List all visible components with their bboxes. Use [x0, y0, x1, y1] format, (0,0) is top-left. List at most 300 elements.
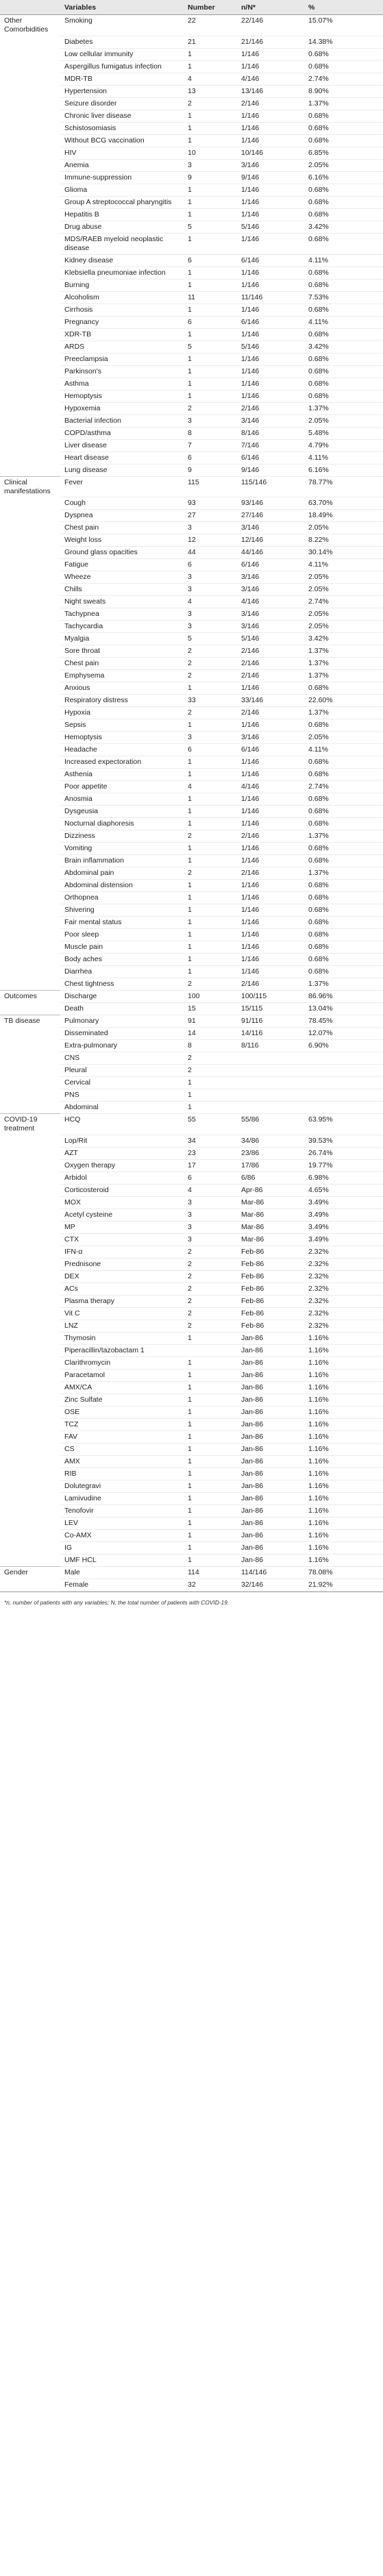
number-cell: 1	[184, 390, 237, 402]
number-cell: 1	[184, 843, 237, 855]
category-cell	[0, 855, 60, 867]
number-cell: 4	[184, 73, 237, 85]
percent-cell: 1.16%	[304, 1418, 383, 1431]
table-row	[0, 1003, 383, 1015]
category-cell	[0, 1270, 60, 1283]
category-cell: COVID-19 treatment	[0, 1114, 60, 1135]
variable-cell: IG	[60, 1541, 184, 1554]
variable-cell: Chest pain	[60, 658, 184, 670]
category-cell	[0, 1394, 60, 1406]
category-cell	[0, 1431, 60, 1443]
number-cell: 1	[184, 233, 237, 254]
category-cell	[0, 1209, 60, 1221]
variable-cell: IFN-α	[60, 1246, 184, 1258]
ratio-cell: 4/146	[237, 781, 304, 793]
percent-cell: 2.05%	[304, 159, 383, 171]
number-cell: 1	[184, 806, 237, 818]
percent-cell: 22.60%	[304, 695, 383, 707]
ratio-cell: Mar-86	[237, 1196, 304, 1209]
table-row	[0, 1406, 383, 1418]
number-cell: 1	[184, 134, 237, 147]
variable-cell: Hypoxemia	[60, 402, 184, 414]
ratio-cell: 33/146	[237, 695, 304, 707]
percent-cell: 6.98%	[304, 1172, 383, 1184]
number-cell: 27	[184, 510, 237, 522]
table-row	[0, 340, 383, 353]
table-row	[0, 1320, 383, 1332]
number-cell: 3	[184, 159, 237, 171]
ratio-cell: 14/116	[237, 1028, 304, 1040]
percent-cell: 2.05%	[304, 584, 383, 596]
percent-cell: 0.68%	[304, 818, 383, 830]
ratio-cell: 1/146	[237, 122, 304, 134]
number-cell: 2	[184, 670, 237, 682]
table-row	[0, 880, 383, 892]
table-row	[0, 1455, 383, 1467]
category-cell	[0, 571, 60, 584]
table-row	[0, 279, 383, 291]
category-cell	[0, 497, 60, 510]
percent-cell: 0.68%	[304, 110, 383, 122]
table-row	[0, 793, 383, 806]
category-cell	[0, 73, 60, 85]
variable-cell: RIB	[60, 1467, 184, 1480]
ratio-cell: Mar-86	[237, 1221, 304, 1233]
variable-cell: Myalgia	[60, 633, 184, 645]
percent-cell: 3.42%	[304, 633, 383, 645]
table-row	[0, 1369, 383, 1381]
number-cell: 1	[184, 1480, 237, 1492]
percent-cell: 3.49%	[304, 1221, 383, 1233]
variable-cell: Seizure disorder	[60, 97, 184, 110]
number-cell: 6	[184, 316, 237, 328]
variable-cell: Prednisone	[60, 1258, 184, 1270]
number-cell: 1	[184, 1394, 237, 1406]
ratio-cell: 1/146	[237, 756, 304, 769]
number-cell: 1	[184, 1369, 237, 1381]
variable-cell: Bacterial infection	[60, 414, 184, 427]
number-cell: 1	[184, 365, 237, 377]
variable-cell: TCZ	[60, 1418, 184, 1431]
variable-cell: Lung disease	[60, 464, 184, 476]
table-row	[0, 221, 383, 233]
variable-cell: Female	[60, 1578, 184, 1591]
percent-cell: 0.68%	[304, 304, 383, 316]
category-cell	[0, 85, 60, 97]
number-cell: 6	[184, 559, 237, 571]
number-cell: 9	[184, 464, 237, 476]
ratio-cell: 2/146	[237, 658, 304, 670]
number-cell: 1	[184, 60, 237, 73]
table-row	[0, 159, 383, 171]
table-row	[0, 645, 383, 658]
percent-cell: 0.68%	[304, 855, 383, 867]
category-cell	[0, 110, 60, 122]
category-cell	[0, 1295, 60, 1307]
ratio-cell: 6/86	[237, 1172, 304, 1184]
table-row	[0, 1040, 383, 1052]
percent-cell: 2.05%	[304, 732, 383, 744]
percent-cell: 0.68%	[304, 892, 383, 904]
number-cell: 2	[184, 707, 237, 719]
variable-cell: AMX/CA	[60, 1381, 184, 1394]
percent-cell: 4.11%	[304, 451, 383, 464]
category-cell	[0, 439, 60, 451]
ratio-cell: 23/86	[237, 1147, 304, 1159]
number-cell: 2	[184, 830, 237, 843]
ratio-cell	[237, 1065, 304, 1077]
category-cell	[0, 316, 60, 328]
category-cell	[0, 880, 60, 892]
number-cell: 2	[184, 867, 237, 880]
number-cell: 6	[184, 451, 237, 464]
table-row	[0, 633, 383, 645]
percent-cell: 8.90%	[304, 85, 383, 97]
category-cell	[0, 522, 60, 534]
percent-cell: 4.11%	[304, 316, 383, 328]
number-cell: 33	[184, 695, 237, 707]
category-cell	[0, 978, 60, 991]
variable-cell: Hemoptysis	[60, 732, 184, 744]
ratio-cell: Jan-86	[237, 1418, 304, 1431]
variable-cell: Heart disease	[60, 451, 184, 464]
percent-cell: 0.68%	[304, 843, 383, 855]
percent-cell	[304, 1052, 383, 1065]
category-cell	[0, 48, 60, 60]
table-row	[0, 719, 383, 732]
category-cell	[0, 695, 60, 707]
ratio-cell: 114/146	[237, 1566, 304, 1578]
ratio-cell: 3/146	[237, 159, 304, 171]
variable-cell: Smoking	[60, 15, 184, 36]
number-cell: 10	[184, 147, 237, 159]
table-footnote: *n, number of patients with any variables; N, the total number of patients with COVID-19.	[0, 1592, 383, 1609]
percent-cell: 0.68%	[304, 954, 383, 966]
ratio-cell: 2/146	[237, 707, 304, 719]
ratio-cell: 1/146	[237, 377, 304, 390]
number-cell: 5	[184, 633, 237, 645]
percent-cell: 63.95%	[304, 1114, 383, 1135]
number-cell	[184, 1344, 237, 1357]
percent-cell: 1.16%	[304, 1492, 383, 1504]
category-cell	[0, 1147, 60, 1159]
percent-cell: 0.68%	[304, 966, 383, 978]
variable-cell: Cervical	[60, 1077, 184, 1089]
number-cell: 1	[184, 855, 237, 867]
category-cell	[0, 340, 60, 353]
table-row	[0, 1394, 383, 1406]
table-row	[0, 904, 383, 917]
ratio-cell: 2/146	[237, 97, 304, 110]
percent-cell: 1.16%	[304, 1357, 383, 1369]
number-cell: 1	[184, 1431, 237, 1443]
table-body	[0, 15, 383, 1592]
ratio-cell: 10/146	[237, 147, 304, 159]
category-cell	[0, 1077, 60, 1089]
number-cell: 1	[184, 267, 237, 279]
table-row	[0, 1332, 383, 1344]
ratio-cell: 1/146	[237, 184, 304, 196]
percent-cell: 0.68%	[304, 233, 383, 254]
category-cell	[0, 233, 60, 254]
table-row	[0, 621, 383, 633]
percent-cell: 3.49%	[304, 1196, 383, 1209]
percent-cell: 78.77%	[304, 476, 383, 497]
number-cell: 2	[184, 1258, 237, 1270]
ratio-cell: 34/86	[237, 1135, 304, 1147]
header-category	[0, 0, 60, 15]
ratio-cell: Jan-86	[237, 1504, 304, 1517]
number-cell: 1	[184, 769, 237, 781]
variable-cell: Fair mental status	[60, 917, 184, 929]
variable-cell: Dyspnea	[60, 510, 184, 522]
category-cell	[0, 559, 60, 571]
variable-cell: Anosmia	[60, 793, 184, 806]
category-cell	[0, 1344, 60, 1357]
table-row	[0, 208, 383, 221]
table-row	[0, 1065, 383, 1077]
variable-cell: Kidney disease	[60, 254, 184, 267]
percent-cell: 1.37%	[304, 97, 383, 110]
ratio-cell: Jan-86	[237, 1369, 304, 1381]
table-row	[0, 402, 383, 414]
variable-cell: Abdominal pain	[60, 867, 184, 880]
ratio-cell: 3/146	[237, 522, 304, 534]
percent-cell: 2.32%	[304, 1307, 383, 1320]
table-row	[0, 464, 383, 476]
category-cell	[0, 658, 60, 670]
variable-cell: HCQ	[60, 1114, 184, 1135]
ratio-cell: 1/146	[237, 818, 304, 830]
number-cell: 1	[184, 1332, 237, 1344]
category-cell	[0, 1246, 60, 1258]
percent-cell: 0.68%	[304, 122, 383, 134]
number-cell: 2	[184, 645, 237, 658]
variable-cell: Plasma therapy	[60, 1295, 184, 1307]
number-cell: 2	[184, 1270, 237, 1283]
ratio-cell: 3/146	[237, 414, 304, 427]
number-cell: 1	[184, 1455, 237, 1467]
number-cell: 7	[184, 439, 237, 451]
number-cell: 4	[184, 781, 237, 793]
percent-cell: 0.68%	[304, 917, 383, 929]
percent-cell: 0.68%	[304, 769, 383, 781]
table-row	[0, 267, 383, 279]
ratio-cell: 1/146	[237, 353, 304, 365]
number-cell: 4	[184, 596, 237, 608]
percent-cell: 0.68%	[304, 904, 383, 917]
percent-cell: 0.68%	[304, 929, 383, 941]
number-cell: 4	[184, 1184, 237, 1196]
table-row	[0, 769, 383, 781]
ratio-cell: 11/146	[237, 291, 304, 304]
percent-cell: 0.68%	[304, 353, 383, 365]
ratio-cell: 1/146	[237, 917, 304, 929]
variable-cell: Clarithromycin	[60, 1357, 184, 1369]
ratio-cell: Jan-86	[237, 1381, 304, 1394]
table-row	[0, 1431, 383, 1443]
variable-cell: Poor sleep	[60, 929, 184, 941]
table-row	[0, 941, 383, 954]
number-cell: 14	[184, 1028, 237, 1040]
variable-cell: Liver disease	[60, 439, 184, 451]
variable-cell: Cough	[60, 497, 184, 510]
category-cell	[0, 1221, 60, 1233]
category-cell	[0, 36, 60, 48]
ratio-cell: 2/146	[237, 867, 304, 880]
category-cell: TB disease	[0, 1015, 60, 1028]
percent-cell	[304, 1077, 383, 1089]
variable-cell: Zinc Sulfate	[60, 1394, 184, 1406]
category-cell	[0, 353, 60, 365]
percent-cell: 2.74%	[304, 73, 383, 85]
ratio-cell: 1/146	[237, 682, 304, 695]
number-cell: 5	[184, 340, 237, 353]
category-cell	[0, 670, 60, 682]
category-cell	[0, 843, 60, 855]
table-row	[0, 756, 383, 769]
variable-cell: Body aches	[60, 954, 184, 966]
number-cell: 12	[184, 534, 237, 547]
number-cell: 1	[184, 1517, 237, 1529]
category-cell	[0, 1480, 60, 1492]
category-cell	[0, 134, 60, 147]
header-ratio: n/N*	[237, 0, 304, 15]
table-row	[0, 732, 383, 744]
number-cell: 2	[184, 978, 237, 991]
ratio-cell: 2/146	[237, 978, 304, 991]
variable-cell: UMF HCL	[60, 1554, 184, 1566]
number-cell: 3	[184, 732, 237, 744]
table-row	[0, 559, 383, 571]
variable-cell: Sepsis	[60, 719, 184, 732]
table-row	[0, 1221, 383, 1233]
table-row	[0, 60, 383, 73]
ratio-cell: 1/146	[237, 904, 304, 917]
ratio-cell: Jan-86	[237, 1480, 304, 1492]
table-row	[0, 1283, 383, 1295]
percent-cell: 18.49%	[304, 510, 383, 522]
number-cell: 2	[184, 1246, 237, 1258]
number-cell: 115	[184, 476, 237, 497]
category-cell	[0, 1135, 60, 1147]
percent-cell: 0.68%	[304, 377, 383, 390]
category-cell	[0, 929, 60, 941]
table-row	[0, 390, 383, 402]
number-cell: 1	[184, 377, 237, 390]
percent-cell: 0.68%	[304, 267, 383, 279]
ratio-cell: 8/116	[237, 1040, 304, 1052]
table-row	[0, 451, 383, 464]
number-cell: 6	[184, 254, 237, 267]
variable-cell: Asthenia	[60, 769, 184, 781]
variable-cell: Respiratory distress	[60, 695, 184, 707]
ratio-cell: 1/146	[237, 954, 304, 966]
number-cell: 1	[184, 1529, 237, 1541]
ratio-cell: Mar-86	[237, 1209, 304, 1221]
percent-cell: 4.11%	[304, 254, 383, 267]
variable-cell: Ground glass opacities	[60, 547, 184, 559]
table-row	[0, 15, 383, 36]
percent-cell: 0.68%	[304, 880, 383, 892]
percent-cell: 0.68%	[304, 390, 383, 402]
table-row	[0, 1258, 383, 1270]
percent-cell: 2.32%	[304, 1246, 383, 1258]
variable-cell: Dysgeusia	[60, 806, 184, 818]
ratio-cell: 1/146	[237, 196, 304, 208]
percent-cell: 0.68%	[304, 719, 383, 732]
category-cell	[0, 633, 60, 645]
ratio-cell: Jan-86	[237, 1529, 304, 1541]
percent-cell: 0.68%	[304, 279, 383, 291]
number-cell: 32	[184, 1578, 237, 1591]
variable-cell: Brain inflammation	[60, 855, 184, 867]
number-cell: 21	[184, 36, 237, 48]
number-cell: 93	[184, 497, 237, 510]
category-cell	[0, 1369, 60, 1381]
percent-cell: 1.37%	[304, 658, 383, 670]
category-cell	[0, 390, 60, 402]
ratio-cell: 1/146	[237, 966, 304, 978]
category-cell	[0, 279, 60, 291]
table-row	[0, 596, 383, 608]
category-cell	[0, 584, 60, 596]
header-number: Number	[184, 0, 237, 15]
header-row	[0, 0, 383, 15]
number-cell: 5	[184, 221, 237, 233]
category-cell	[0, 414, 60, 427]
number-cell: 1	[184, 756, 237, 769]
percent-cell: 1.16%	[304, 1517, 383, 1529]
header-variables: Variables	[60, 0, 184, 15]
number-cell: 1	[184, 279, 237, 291]
percent-cell: 0.68%	[304, 134, 383, 147]
table-row	[0, 291, 383, 304]
table-row	[0, 97, 383, 110]
category-cell	[0, 1028, 60, 1040]
number-cell: 3	[184, 584, 237, 596]
variable-cell: Hepatitis B	[60, 208, 184, 221]
percent-cell: 15.07%	[304, 15, 383, 36]
table-row	[0, 1246, 383, 1258]
percent-cell: 3.42%	[304, 221, 383, 233]
number-cell: 22	[184, 15, 237, 36]
table-row	[0, 991, 383, 1003]
variable-cell: Without BCG vaccination	[60, 134, 184, 147]
number-cell: 9	[184, 171, 237, 184]
category-cell	[0, 1578, 60, 1591]
percent-cell: 3.42%	[304, 340, 383, 353]
ratio-cell: 1/146	[237, 941, 304, 954]
ratio-cell: Feb-86	[237, 1320, 304, 1332]
variable-cell: Cirrhosis	[60, 304, 184, 316]
number-cell: 1	[184, 917, 237, 929]
number-cell: 1	[184, 719, 237, 732]
variable-cell: AZT	[60, 1147, 184, 1159]
percent-cell: 0.68%	[304, 793, 383, 806]
variable-cell: OSE	[60, 1406, 184, 1418]
table-row	[0, 1541, 383, 1554]
percent-cell: 0.68%	[304, 806, 383, 818]
percent-cell: 1.37%	[304, 830, 383, 843]
percent-cell	[304, 1065, 383, 1077]
variable-cell: Fatigue	[60, 559, 184, 571]
category-cell	[0, 60, 60, 73]
table-row	[0, 1295, 383, 1307]
ratio-cell: 8/146	[237, 427, 304, 439]
number-cell: 34	[184, 1135, 237, 1147]
variable-cell: Drug abuse	[60, 221, 184, 233]
